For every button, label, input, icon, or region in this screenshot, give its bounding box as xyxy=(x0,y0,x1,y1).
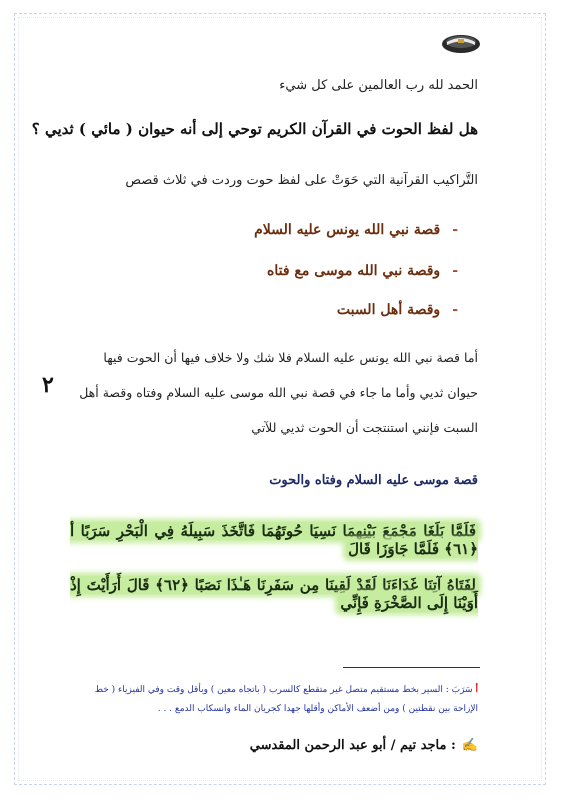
page-number: ٢ xyxy=(42,372,54,398)
pen-icon: ✍ xyxy=(461,738,478,753)
author-name: : ماجد تيم / أبو عبد الرحمن المقدسي xyxy=(249,738,456,753)
author-line xyxy=(250,738,478,753)
list-bullet: - xyxy=(452,222,458,238)
page-title: هل لفظ الحوت في القرآن الكريم توحي إلى أنه حيوان ( مائي ) ثديي ؟ xyxy=(31,120,478,138)
quran-text: لِفَتَاهُ آتِنَا غَدَاءَنَا لَقَدْ لَقِينَا مِن سَفَرِنَا هَـٰذَا نَصَبًا ﴿٦٢﴾ قَالَ أَرَأَيْتَ إِذْ أَوَيْنَا إِلَى الصَّخْرَةِ فَإِنِّي xyxy=(70,576,478,612)
body-paragraph: أما قصة نبي الله يونس عليه السلام فلا شك ولا خلاف فيها أن الحوت فيها حيوان ثديي وأما ما جاء في قصة نبي الله موسى عليه السلام وفتاه وقصة أهل السبت فإنني استنتجت أن الحوت ثديي للآتي xyxy=(79,350,478,435)
list-item xyxy=(267,263,458,279)
footnote-marker: أ xyxy=(475,685,478,695)
list-item-label: قصة نبي الله يونس عليه السلام xyxy=(254,222,441,238)
list-item-label: وقصة نبي الله موسى مع فتاه xyxy=(267,263,441,279)
intro-text: التَّراكيب القرآنية التي حَوَتْ على لفظ حوت وردت في ثلاث قصص xyxy=(125,173,478,188)
list-item-label: وقصة أهل السبت xyxy=(336,302,441,318)
footnote-text: سَرَبَ : السير بخط مستقيم متصل غير متقطع كالسرب ( باتجاه معين ) وبأقل وقت وفي الفيزياء ( خط الإزاحة بين نقطتين ) ومن أضعف الأماكن وأقلها جهدا كجريان الماء وانسكاب الدمع . . . xyxy=(94,685,478,714)
section-heading: قصة موسى عليه السلام وفتاه والحوت xyxy=(269,473,478,488)
list-bullet: - xyxy=(452,302,458,318)
quran-text: فَلَمَّا بَلَغَا مَجْمَعَ بَيْنِهِمَا نَسِيَا حُوتَهُمَا فَاتَّخَذَ سَبِيلَهُ فِي الْبَحْرِ سَرَبًا أ ﴿٦١﴾ فَلَمَّا جَاوَزَا قَالَ xyxy=(70,522,478,558)
list-item xyxy=(254,222,458,238)
list-item xyxy=(337,302,458,318)
quran-verse-line xyxy=(70,522,478,558)
book-icon xyxy=(441,30,481,54)
footnote-divider xyxy=(343,667,480,668)
footnote xyxy=(70,681,478,719)
quran-verse-line xyxy=(70,576,478,612)
praise-line: الحمد لله رب العالمين على كل شيء xyxy=(279,78,478,93)
list-bullet: - xyxy=(452,263,458,279)
